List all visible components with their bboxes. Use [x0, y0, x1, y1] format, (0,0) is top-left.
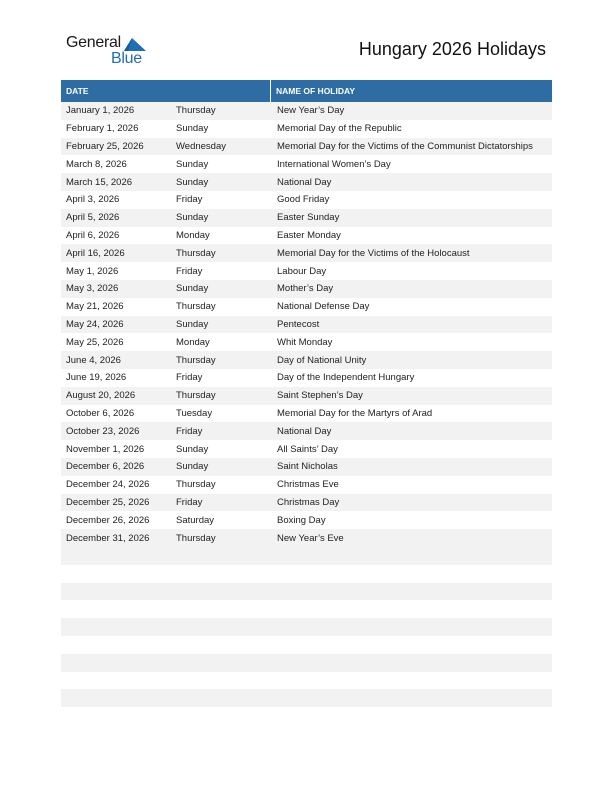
table-row — [61, 333, 552, 351]
holiday-date: April 5, 2026 — [66, 212, 120, 224]
page-title: Hungary 2026 Holidays — [358, 39, 546, 59]
table-row — [61, 440, 552, 458]
holiday-weekday: Thursday — [176, 479, 216, 491]
table-row — [61, 405, 552, 423]
holiday-weekday: Thursday — [176, 532, 216, 544]
holiday-weekday: Sunday — [176, 176, 209, 188]
holiday-weekday: Friday — [176, 372, 203, 384]
holiday-weekday: Sunday — [176, 158, 209, 170]
empty-row — [61, 600, 552, 618]
table-row — [61, 298, 552, 316]
holiday-weekday: Sunday — [176, 318, 209, 330]
holiday-date: February 25, 2026 — [66, 140, 144, 152]
holiday-date: December 24, 2026 — [66, 479, 150, 491]
table-row — [61, 155, 552, 173]
holiday-weekday: Friday — [176, 194, 203, 206]
empty-row — [61, 707, 552, 725]
table-row — [61, 511, 552, 529]
logo-text-blue: Blue — [111, 50, 142, 67]
holiday-name: Memorial Day for the Victims of the Communist Dictatorships — [277, 140, 533, 152]
table-row — [61, 280, 552, 298]
holiday-name: Christmas Day — [277, 496, 340, 508]
table-row — [61, 316, 552, 334]
empty-row — [61, 636, 552, 654]
table-row — [61, 494, 552, 512]
empty-row — [61, 654, 552, 672]
holiday-date: April 16, 2026 — [66, 247, 125, 259]
holiday-date: December 25, 2026 — [66, 496, 150, 508]
holiday-name: National Defense Day — [277, 301, 370, 313]
holiday-weekday: Thursday — [176, 390, 216, 402]
holiday-date: December 31, 2026 — [66, 532, 150, 544]
table-row — [61, 529, 552, 547]
holiday-name: Day of the Independent Hungary — [277, 372, 415, 384]
holiday-date: May 3, 2026 — [66, 283, 119, 295]
holiday-name: Memorial Day for the Martyrs of Arad — [277, 407, 433, 419]
holiday-date: April 6, 2026 — [66, 229, 120, 241]
table-row — [61, 227, 552, 245]
table-body — [61, 102, 552, 547]
holiday-name: International Women’s Day — [277, 158, 391, 170]
holiday-date: April 3, 2026 — [66, 194, 120, 206]
holiday-name: Mother’s Day — [277, 283, 334, 295]
holiday-name: Pentecost — [277, 318, 320, 330]
table-header — [61, 80, 552, 102]
table-row — [61, 244, 552, 262]
holiday-weekday: Friday — [176, 425, 203, 437]
empty-row — [61, 672, 552, 690]
holiday-name: Memorial Day of the Republic — [277, 123, 402, 135]
holiday-date: May 25, 2026 — [66, 336, 124, 348]
table-row — [61, 262, 552, 280]
holiday-weekday: Tuesday — [176, 407, 213, 419]
holiday-weekday: Friday — [176, 496, 203, 508]
table-row — [61, 102, 552, 120]
holiday-weekday: Thursday — [176, 247, 216, 259]
table-empty-rows — [61, 547, 552, 725]
holiday-name: National Day — [277, 425, 332, 437]
holiday-weekday: Sunday — [176, 283, 209, 295]
holiday-name: New Year’s Day — [277, 105, 345, 117]
holiday-name: Saint Nicholas — [277, 461, 338, 473]
holiday-date: February 1, 2026 — [66, 123, 139, 135]
holiday-name: Good Friday — [277, 194, 330, 206]
holiday-date: June 19, 2026 — [66, 372, 127, 384]
holiday-weekday: Sunday — [176, 461, 209, 473]
logo-triangle-icon — [124, 37, 146, 51]
table-row — [61, 422, 552, 440]
holiday-table — [61, 80, 552, 725]
holiday-name: National Day — [277, 176, 332, 188]
holiday-date: August 20, 2026 — [66, 390, 136, 402]
holiday-name: All Saints’ Day — [277, 443, 338, 455]
table-row — [61, 369, 552, 387]
holiday-date: May 1, 2026 — [66, 265, 119, 277]
holiday-name: New Year’s Eve — [277, 532, 344, 544]
holiday-weekday: Saturday — [176, 514, 215, 526]
holiday-name: Whit Monday — [277, 336, 333, 348]
holiday-name: Easter Sunday — [277, 212, 340, 224]
logo-text-general: General — [66, 34, 121, 51]
holiday-name: Labour Day — [277, 265, 327, 277]
holiday-date: May 24, 2026 — [66, 318, 124, 330]
table-row — [61, 120, 552, 138]
table-row — [61, 458, 552, 476]
holiday-date: March 8, 2026 — [66, 158, 127, 170]
table-row — [61, 173, 552, 191]
holiday-weekday: Sunday — [176, 123, 209, 135]
holiday-name: Day of National Unity — [277, 354, 367, 366]
holiday-weekday: Sunday — [176, 443, 209, 455]
table-row — [61, 351, 552, 369]
holiday-name: Easter Monday — [277, 229, 341, 241]
empty-row — [61, 583, 552, 601]
holiday-weekday: Thursday — [176, 301, 216, 313]
holiday-date: January 1, 2026 — [66, 105, 135, 117]
empty-row — [61, 689, 552, 707]
table-row — [61, 209, 552, 227]
holiday-weekday: Monday — [176, 336, 210, 348]
holiday-date: June 4, 2026 — [66, 354, 121, 366]
table-row — [61, 387, 552, 405]
holiday-name: Christmas Eve — [277, 479, 339, 491]
holiday-date: March 15, 2026 — [66, 176, 133, 188]
holiday-date: October 23, 2026 — [66, 425, 140, 437]
holiday-date: December 6, 2026 — [66, 461, 145, 473]
holiday-name: Boxing Day — [277, 514, 326, 526]
holiday-date: October 6, 2026 — [66, 407, 135, 419]
holiday-weekday: Friday — [176, 265, 203, 277]
holiday-date: December 26, 2026 — [66, 514, 150, 526]
column-header-name: NAME OF HOLIDAY — [276, 86, 356, 96]
holiday-weekday: Sunday — [176, 212, 209, 224]
holiday-weekday: Thursday — [176, 354, 216, 366]
holiday-date: November 1, 2026 — [66, 443, 145, 455]
table-row — [61, 476, 552, 494]
holiday-name: Saint Stephen’s Day — [277, 390, 363, 402]
empty-row — [61, 618, 552, 636]
table-row — [61, 138, 552, 156]
generalblue-logo — [66, 34, 156, 70]
holiday-weekday: Thursday — [176, 105, 216, 117]
empty-row — [61, 547, 552, 565]
empty-row — [61, 565, 552, 583]
holiday-weekday: Wednesday — [176, 140, 226, 152]
holiday-weekday: Monday — [176, 229, 210, 241]
column-header-date: DATE — [61, 80, 271, 102]
holiday-name: Memorial Day for the Victims of the Holocaust — [277, 247, 470, 259]
holiday-date: May 21, 2026 — [66, 301, 124, 313]
table-row — [61, 191, 552, 209]
